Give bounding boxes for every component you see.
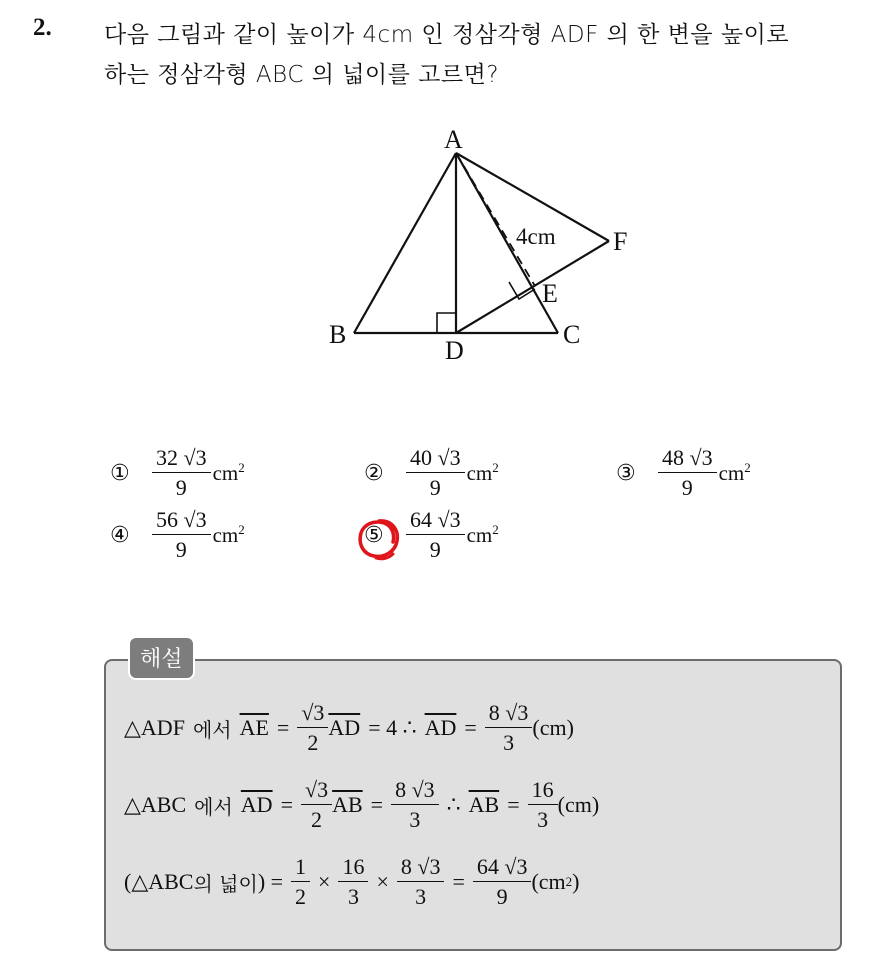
choice-marker: ④ [110, 522, 130, 548]
answer-circle-mark [354, 515, 404, 565]
question-number: 2. [33, 14, 52, 41]
solution-line-2: △ABC 에서 $\overline{AD}$ = $\frac{√3}{2}$ $\overline{AB}$ = $\frac{8 √3}{3}$ ∴ $\overline{AB}$ = $\frac{16}{3}$ (cm) [124, 777, 600, 832]
segment-ab [354, 153, 456, 333]
choice-3[interactable] [616, 447, 751, 499]
choice-unit: $cm^2$ [466, 522, 499, 547]
label-d: D [445, 336, 464, 365]
choice-unit: $cm^2$ [212, 460, 245, 485]
choice-fraction: $\frac{48 √3}{9}$ [658, 447, 717, 499]
choice-fraction: $\frac{56 √3}{9}$ [152, 509, 211, 561]
choice-marker: ③ [616, 460, 636, 486]
solution-line-1: △ADF 에서 $\overline{AE}$ = $\frac{√3}{2}$ $\overline{AD}$ = 4 ∴ $\overline{AD}$ = $\frac{8 √3}{3}$ (cm) [124, 700, 574, 755]
solution-line-3: (△ABC 의 넓이 ) = $\frac{1}{2}$ × $\frac{16}{3}$ × $\frac{8 √3}{3}$ = $\frac{64 √3}{9}$ (cm 2 ) [124, 854, 580, 909]
label-a: A [444, 125, 463, 154]
segment-ae-dashed [456, 153, 535, 286]
right-angle-mark-d [437, 313, 456, 333]
choice-fraction: $\frac{32 √3}{9}$ [152, 447, 211, 499]
choice-marker: ② [364, 460, 384, 486]
segment-df [456, 241, 609, 333]
choice-fraction: $\frac{40 √3}{9}$ [406, 447, 465, 499]
choice-marker: ⑤ [364, 522, 384, 548]
choice-unit: $cm^2$ [718, 460, 751, 485]
choice-fraction: $\frac{64 √3}{9}$ [406, 509, 465, 561]
label-b: B [329, 320, 347, 349]
choice-unit: $cm^2$ [212, 522, 245, 547]
choice-4[interactable] [110, 509, 245, 561]
question-text-line1: 다음 그림과 같이 높이가 4cm 인 정삼각형 ADF 의 한 변을 높이로 [104, 22, 790, 48]
choice-1[interactable] [110, 447, 245, 499]
solution-tag: 해설 [128, 636, 195, 680]
question-text-line2: 하는 정삼각형 ABC 의 넓이를 고르면? [104, 62, 500, 88]
label-c: C [563, 320, 581, 349]
label-height: 4cm [516, 224, 556, 249]
choice-marker: ① [110, 460, 130, 486]
choice-2[interactable] [364, 447, 499, 499]
choice-unit: $cm^2$ [466, 460, 499, 485]
label-f: F [613, 227, 628, 256]
triangle-figure [320, 120, 650, 370]
label-e: E [542, 279, 558, 308]
